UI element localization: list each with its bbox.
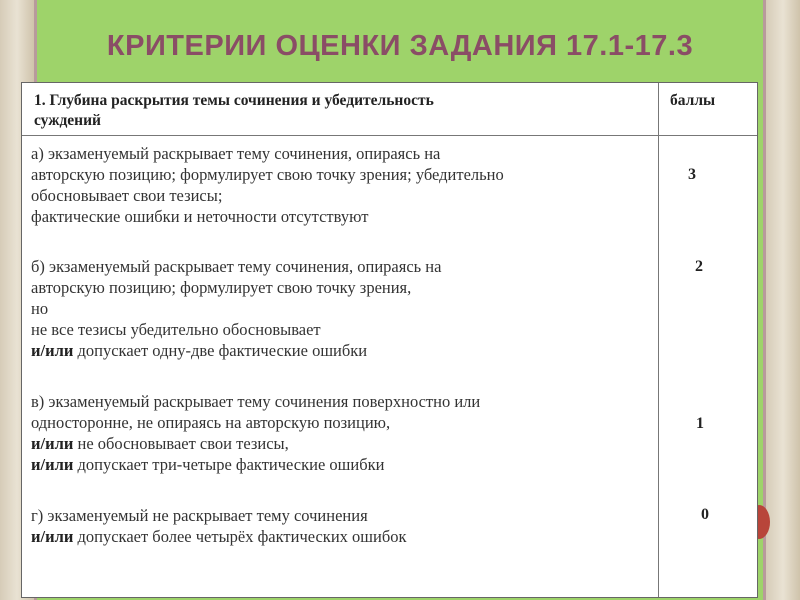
- criterion-line: б) экзаменуемый раскрывает тему сочинения, опираясь на: [31, 257, 442, 276]
- score-header: баллы: [670, 92, 716, 109]
- criterion-g: [31, 505, 651, 547]
- column-divider: [658, 83, 659, 597]
- criterion-line: и/или допускает три-четыре фактические ошибки: [31, 455, 385, 474]
- criterion-v: [31, 391, 651, 475]
- criterion-header: [34, 91, 634, 131]
- score-a: 3: [688, 166, 696, 183]
- criterion-line: и/или допускает одну-две фактические ошибки: [31, 341, 368, 360]
- criterion-header-line: суждений: [34, 112, 101, 129]
- criterion-line: односторонне, не опираясь на авторскую позицию,: [31, 413, 391, 432]
- score-b: 2: [695, 258, 703, 275]
- criterion-line: авторскую позицию; формулирует свою точку зрения,: [31, 278, 412, 297]
- header-divider: [22, 135, 757, 136]
- criterion-line: фактические ошибки и неточности отсутствуют: [31, 207, 369, 226]
- criteria-table: [21, 82, 758, 598]
- criterion-line: авторскую позицию; формулирует свою точку зрения; убедительно: [31, 165, 504, 184]
- criterion-line: и/или не обосновывает свои тезисы,: [31, 434, 289, 453]
- score-v: 1: [696, 415, 704, 432]
- criterion-line: и/или допускает более четырёх фактических ошибок: [31, 527, 407, 546]
- criterion-line: но: [31, 299, 49, 318]
- criterion-line: а) экзаменуемый раскрывает тему сочинения, опираясь на: [31, 144, 441, 163]
- criterion-a: [31, 143, 651, 227]
- criterion-line: г) экзаменуемый не раскрывает тему сочинения: [31, 506, 368, 525]
- criterion-line: не все тезисы убедительно обосновывает: [31, 320, 321, 339]
- criterion-line: в) экзаменуемый раскрывает тему сочинения поверхностно или: [31, 392, 481, 411]
- criterion-header-line: 1. Глубина раскрытия темы сочинения и убедительность: [34, 92, 434, 109]
- criterion-b: [31, 256, 651, 361]
- slide-title: КРИТЕРИИ ОЦЕНКИ ЗАДАНИЯ 17.1-17.3: [106, 30, 694, 62]
- criterion-line: обосновывает свои тезисы;: [31, 186, 223, 205]
- right-decorative-strip: [766, 0, 800, 600]
- score-g: 0: [701, 506, 709, 523]
